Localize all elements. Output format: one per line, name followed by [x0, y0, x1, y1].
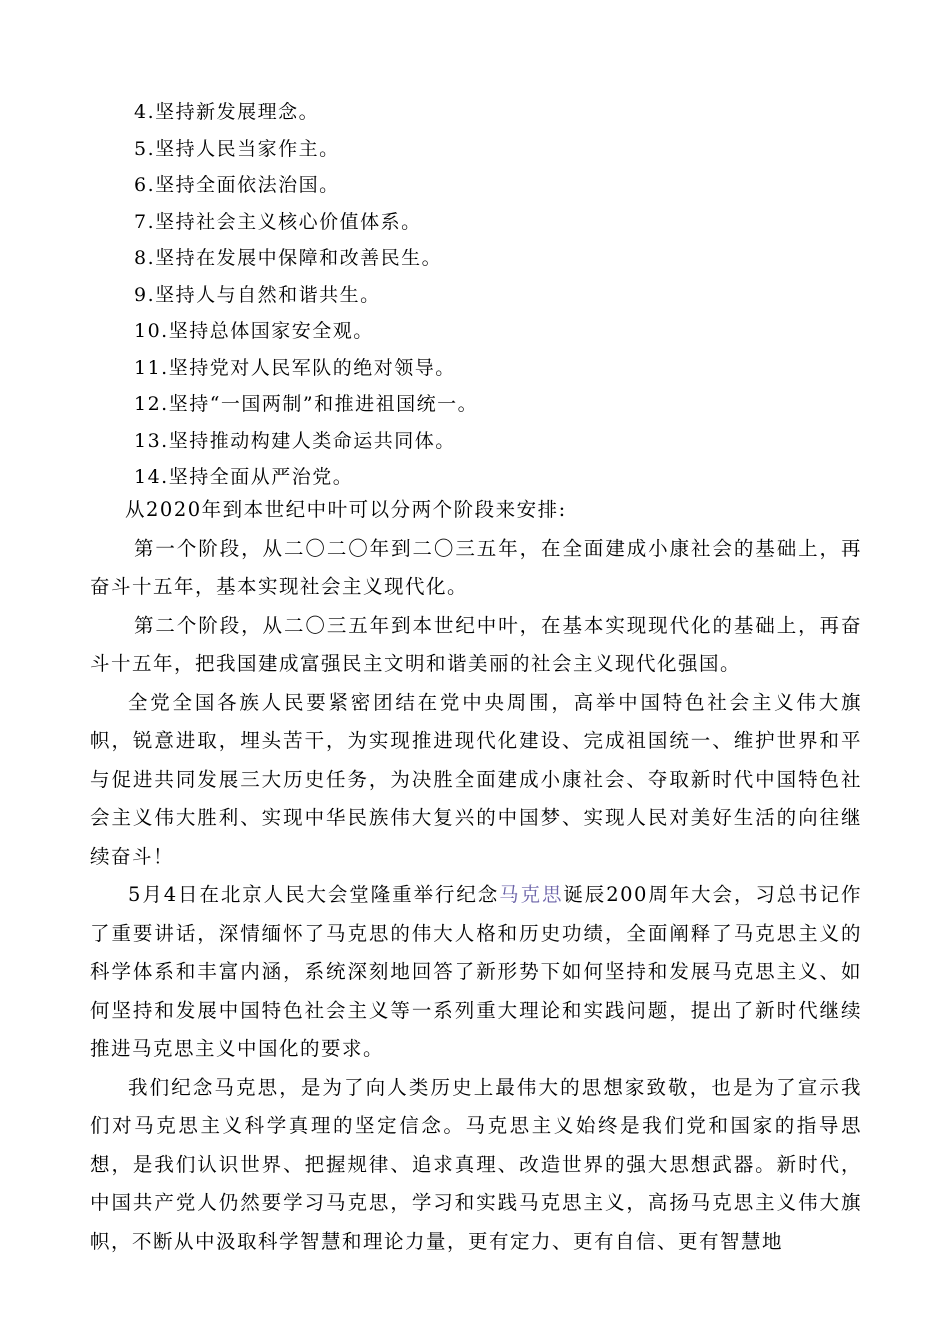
principles-list [134, 94, 478, 496]
marx-paragraph-lead: 5月4日在北京人民大会堂隆重举行纪念 [128, 883, 500, 906]
principle-item: 12.坚持“一国两制”和推进祖国统一。 [134, 393, 479, 415]
principle-item: 13.坚持推动构建人类命运共同体。 [134, 429, 456, 452]
call-paragraph: 全党全国各族人民要紧密团结在党中央周围，高举中国特色社会主义伟大旗帜，锐意进取，埋头苦干，为实现推进现代化建设、完成祖国统一、维护世界和平与促进共同发展三大历史任务，为决胜全面建成小康社会、夺取新时代中国特色社会主义伟大胜利、实现中华民族伟大复兴的中国梦、实现人民对美好生活的向往继续奋斗！ [90, 690, 862, 868]
principle-item: 9.坚持人与自然和谐共生。 [134, 283, 381, 306]
principle-item: 11.坚持党对人民军队的绝对领导。 [134, 356, 456, 379]
principle-item: 10.坚持总体国家安全观。 [134, 320, 374, 342]
stage-two-paragraph: 第二个阶段，从二〇三五年到本世纪中叶，在基本实现现代化的基础上，再奋斗十五年，把我国建成富强民主文明和谐美丽的社会主义现代化强国。 [90, 613, 862, 675]
marx-paragraph-rest: 诞辰200周年大会，习总书记作了重要讲话，深情缅怀了马克思的伟大人格和历史功绩，全面阐释了马克思主义的科学体系和丰富内涵，系统深刻地回答了新形势下如何坚持和发展马克思主义、如何坚持和发展中国特色社会主义等一系列重大理论和实践问题，提出了新时代继续推进马克思主义中国化的要求。 [90, 883, 862, 1060]
principle-item: 5.坚持人民当家作主。 [134, 137, 340, 160]
principle-item: 4.坚持新发展理念。 [134, 101, 320, 123]
principle-item: 8.坚持在发展中保障和改善民生。 [134, 247, 443, 269]
intro-line: 从2020年到本世纪中叶可以分两个阶段来安排: [125, 498, 567, 521]
marx-anniversary-paragraph [90, 876, 862, 1069]
stage-one-paragraph: 第一个阶段，从二〇二〇年到二〇三五年，在全面建成小康社会的基础上，再奋斗十五年，基本实现社会主义现代化。 [90, 536, 862, 598]
commemoration-paragraph: 我们纪念马克思，是为了向人类历史上最伟大的思想家致敬，也是为了宣示我们对马克思主义科学真理的坚定信念。马克思主义始终是我们党和国家的指导思想，是我们认识世界、把握规律、追求真理、改造世界的强大思想武器。新时代，中国共产党人仍然要学习马克思，学习和实践马克思主义，高扬马克思主义伟大旗帜，不断从中汲取科学智慧和理论力量，更有定力、更有自信、更有智慧地 [90, 1075, 862, 1253]
marx-link[interactable]: 马克思 [499, 883, 564, 906]
body-text [90, 491, 862, 1261]
principle-item: 14.坚持全面从严治党。 [134, 466, 354, 488]
principle-item: 7.坚持社会主义核心价值体系。 [134, 210, 422, 233]
principle-item: 6.坚持全面依法治国。 [134, 174, 340, 196]
